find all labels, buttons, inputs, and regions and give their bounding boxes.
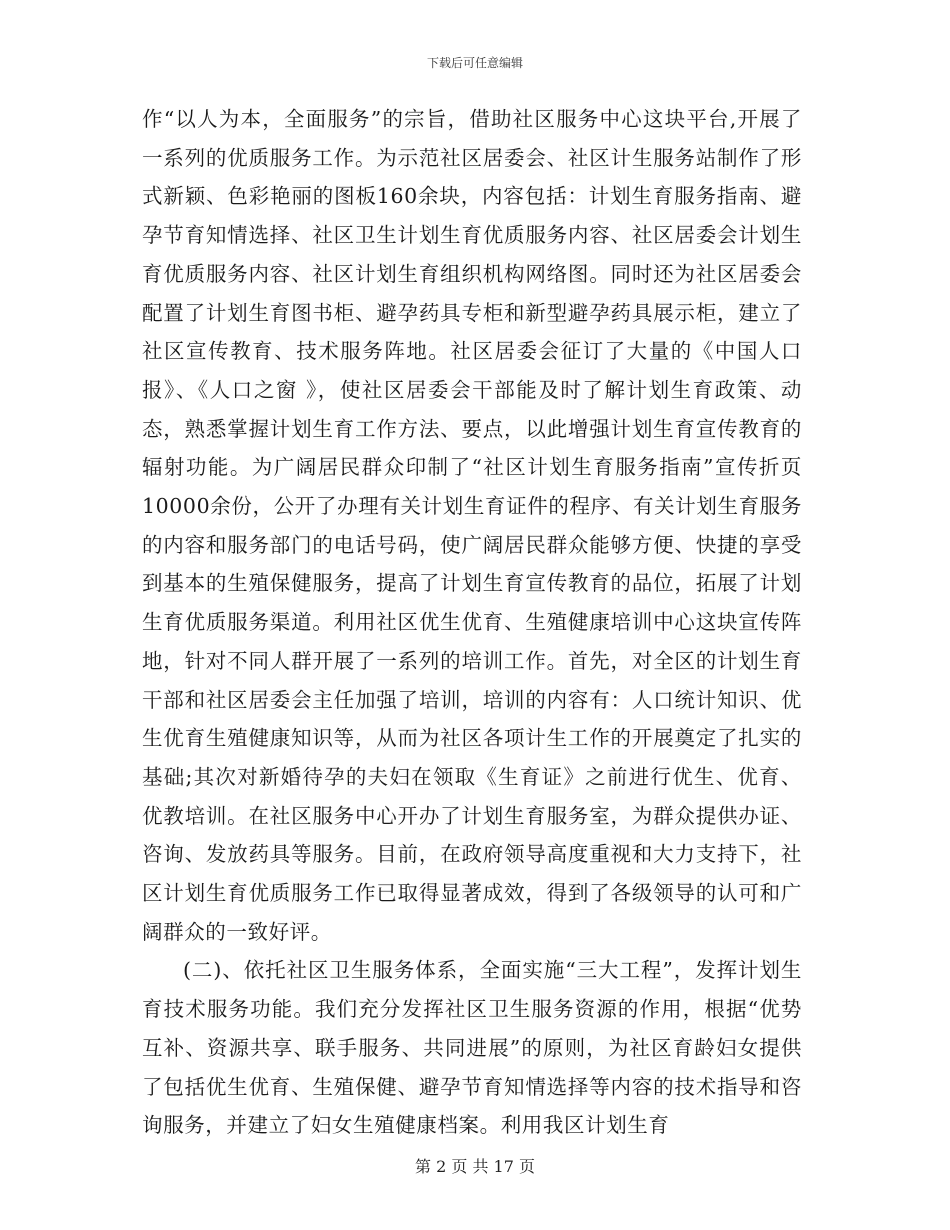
document-body <box>142 100 802 1145</box>
body-paragraph-1: 作“以人为本，全面服务”的宗旨，借助社区服务中心这块平台,开展了一系列的优质服务工作。为示范社区居委会、社区计生服务站制作了形式新颖、色彩艳丽的图板160余块，内容包括：计划生育服务指南、避孕节育知情选择、社区卫生计划生育优质服务内容、社区居委会计划生育优质服务内容、社区计划生育组织机构网络图。同时还为社区居委会配置了计划生育图书柜、避孕药具专柜和新型避孕药具展示柜，建立了社区宣传教育、技术服务阵地。社区居委会征订了大量的《中国人口报》、《人口之窗 》，使社区居委会干部能及时了解计划生育政策、动态，熟悉掌握计划生育工作方法、要点，以此增强计划生育宣传教育的辐射功能。为广阔居民群众印制了“社区计划生育服务指南”宣传折页10000余份，公开了办理有关计划生育证件的程序、有关计划生育服务的内容和服务部门的电话号码，使广阔居民群众能够方便、快捷的享受到基本的生殖保健服务，提高了计划生育宣传教育的品位，拓展了计划生育优质服务渠道。利用社区优生优育、生殖健康培训中心这块宣传阵地，针对不同人群开展了一系列的培训工作。首先，对全区的计划生育干部和社区居委会主任加强了培训，培训的内容有：人口统计知识、优生优育生殖健康知识等，从而为社区各项计生工作的开展奠定了扎实的基础;其次对新婚待孕的夫妇在领取《生育证》之前进行优生、优育、优教培训。在社区服务中心开办了计划生育服务室，为群众提供办证、咨询、发放药具等服务。目前，在政府领导高度重视和大力支持下，社区计划生育优质服务工作已取得显著成效，得到了各级领导的认可和广阔群众的一致好评。 <box>142 107 802 944</box>
body-paragraph-2: (二)、依托社区卫生服务体系，全面实施“三大工程”，发挥计划生育技术服务功能。我们充分发挥社区卫生服务资源的作用，根据“优势互补、资源共享、联手服务、共同进展”的原则，为社区育龄妇女提供了包括优生优育、生殖保健、避孕节育知情选择等内容的技术指导和咨询服务，并建立了妇女生殖健康档案。利用我区计划生育 <box>142 958 802 1138</box>
page-number-footer: 第 2 页 共 17 页 <box>415 1157 535 1176</box>
page-header: 下载后可任意编辑 <box>426 56 523 70</box>
